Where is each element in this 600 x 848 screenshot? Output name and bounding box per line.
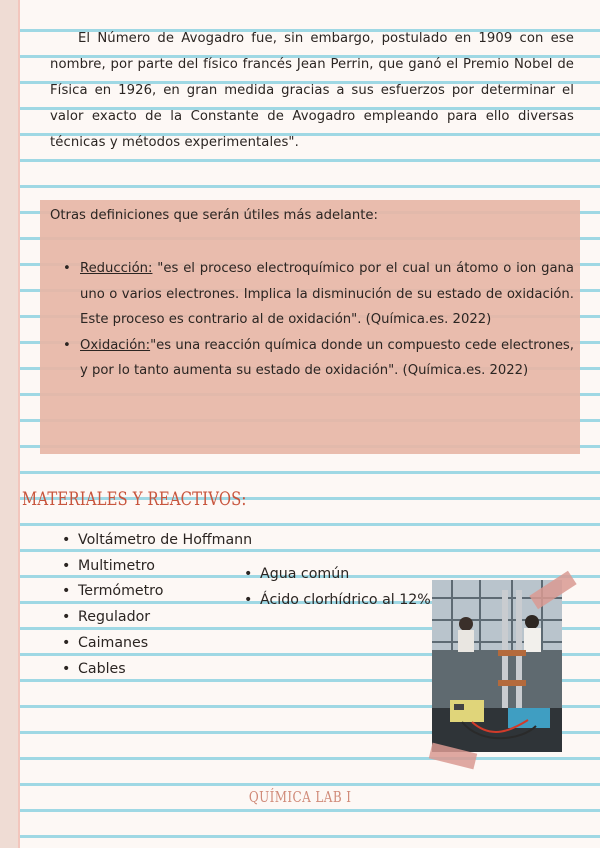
definition-term: Reducción: — [80, 261, 153, 276]
reagents-list — [240, 562, 431, 613]
definitions-list — [50, 256, 574, 384]
bullet-icon: • — [62, 660, 71, 677]
section-title: MATERIALES Y REACTIVOS: — [22, 488, 247, 510]
bullet-icon: • — [62, 609, 71, 626]
list-item: • Termómetro — [58, 579, 252, 605]
page-margin-line — [18, 0, 20, 848]
page-margin-strip — [0, 0, 18, 848]
definition-text: "es una reacción química donde un compuesto cede electrones, y por lo tanto aumenta su estado de oxidación". (Química.es. 2022) — [80, 337, 574, 379]
definition-item-reduccion — [50, 256, 574, 333]
materials-list — [58, 528, 252, 682]
list-item: • Caimanes — [58, 631, 252, 657]
bullet-icon: • — [63, 337, 71, 353]
list-item: • Cables — [58, 657, 252, 683]
bullet-icon: • — [62, 634, 71, 651]
bullet-icon: • — [63, 261, 71, 276]
bullet-icon: • — [244, 591, 253, 608]
bullet-icon: • — [62, 583, 71, 600]
page-footer — [0, 788, 600, 806]
list-item: • Multimetro — [58, 554, 252, 580]
intro-paragraph-block — [50, 26, 574, 156]
definition-item-oxidacion — [50, 333, 574, 384]
definitions-intro: Otras definiciones que serán útiles más adelante: — [50, 208, 378, 223]
bullet-icon: • — [62, 532, 71, 548]
definition-text: "es el proceso electroquímico por el cual un átomo o ion gana uno o varios electrones. Implica la disminución de su estado de oxidación. Este proceso es contrario al de oxidación". (Química.es. 2022) — [80, 261, 574, 328]
list-item: • Agua común — [240, 562, 431, 588]
intro-paragraph: El Número de Avogadro fue, sin embargo, postulado en 1909 con ese nombre, por parte del físico francés Jean Perrin, que ganó el Premio Nobel de Física en 1926, en gran medida gracias a sus esfuerzos por determinar el valor exacto de la Constante de Avogadro empleando para ello diversas técnicas y métodos experimentales". — [50, 31, 574, 150]
footer-text: QUÍMICA LAB I — [248, 788, 352, 806]
bullet-icon: • — [62, 557, 71, 574]
list-item: • Regulador — [58, 605, 252, 631]
bullet-icon: • — [244, 566, 253, 582]
definition-term: Oxidación: — [80, 337, 151, 353]
list-item: • Ácido clorhídrico al 12% — [240, 588, 431, 614]
list-item: • Voltámetro de Hoffmann — [58, 528, 252, 554]
